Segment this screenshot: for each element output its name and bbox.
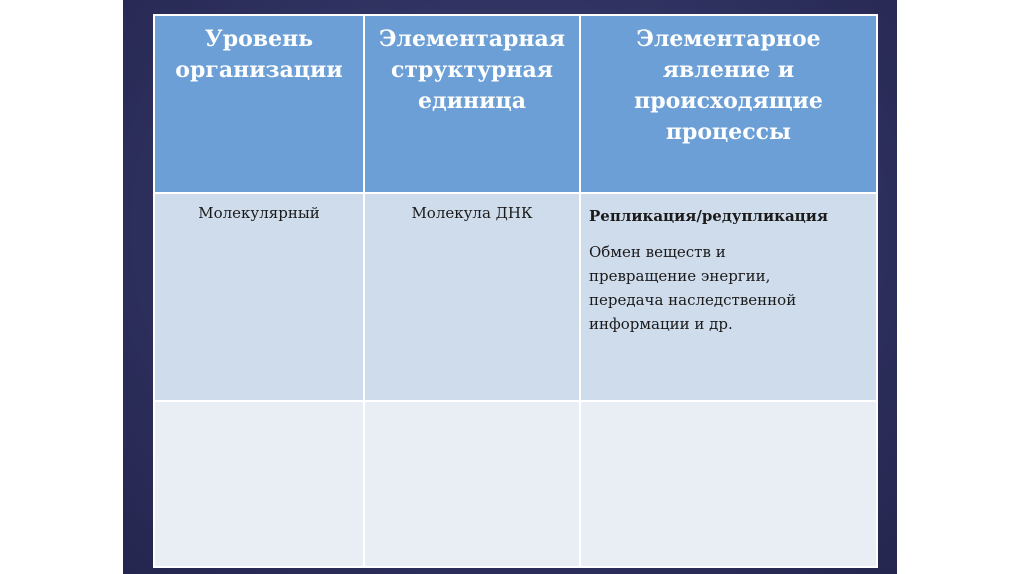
empty-cell-3 <box>580 401 877 567</box>
cell-process <box>580 193 877 401</box>
header-level: Уровень организации <box>154 15 364 193</box>
levels-table <box>153 14 878 568</box>
table-row <box>154 193 877 401</box>
empty-cell-2 <box>364 401 580 567</box>
table-container <box>153 14 876 568</box>
header-unit: Элементарная структурная единица <box>364 15 580 193</box>
table-header-row <box>154 15 877 193</box>
table-row-empty <box>154 401 877 567</box>
slide <box>123 0 897 574</box>
empty-cell-1 <box>154 401 364 567</box>
cell-unit: Молекула ДНК <box>364 193 580 401</box>
process-bold-text: Репликация/редупликация <box>589 207 828 225</box>
process-description: Обмен веществ и превращение энергии, передача наследственной информации и др. <box>589 243 797 333</box>
cell-level: Молекулярный <box>154 193 364 401</box>
header-process: Элементарное явление и происходящие процессы <box>580 15 877 193</box>
